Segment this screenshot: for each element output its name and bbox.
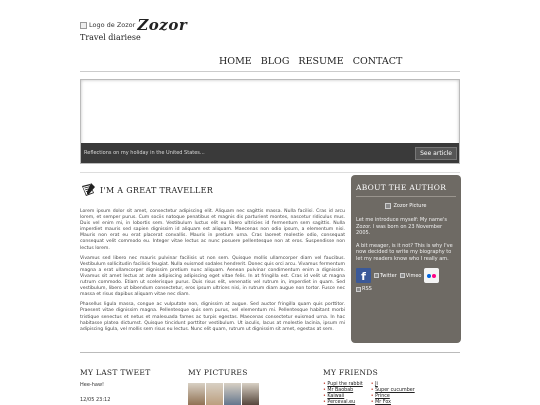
facebook-icon[interactable]: f (356, 268, 371, 283)
author-picture (356, 203, 456, 209)
about-divider (356, 196, 456, 197)
friend-link[interactable]: Mr Baobab (327, 388, 354, 393)
pictures-title: MY PICTURES (188, 368, 248, 377)
about-intro: Let me introduce myself: My name's Zozor. I was born on 23 November 2005. (356, 217, 447, 236)
banner-caption: Reflections on my holiday in the United States... (84, 150, 205, 156)
twitter-icon (374, 273, 379, 278)
rss-alt: RSS (362, 286, 372, 292)
friend-link[interactable]: Perceval.eu (327, 400, 356, 405)
last-tweet-title: MY LAST TWEET (80, 368, 151, 377)
about-author-panel (351, 175, 461, 343)
friends-column (323, 382, 363, 405)
logo-text: Zozor (137, 16, 188, 34)
twitter-link[interactable] (374, 273, 397, 279)
nav-blog[interactable]: BLOG (260, 56, 290, 67)
last-tweet-section (80, 368, 151, 403)
friend-item (323, 400, 363, 405)
picture-gallery (188, 383, 259, 405)
nav-divider (80, 71, 460, 72)
author-picture-alt: Zozor Picture (393, 203, 427, 209)
about-bio: A bit meager, is it not? This is why I've now decided to write my biography to let my readers know who I really am. (356, 242, 453, 262)
article-paragraph: Lorem ipsum dolor sit amet, consectetur adipiscing elit. Aliquam nec sagittis massa. Nulla facilisi. Cras id arcu lorem, et semper purus. Cum sociis natoque penatibus et magnis dis parturient montes, nascetur ridiculus mus. Duis vel enim mi, in lobortis sem. Vestibulum luctus elit eu libero ultricies id fermentum sem sagittis. Nulla imperdiet mauris sed sapien dignissim id aliquam est aliquam. Maecenas non odio ipsum, a elementum nisi. Mauris non erat eu erat placerat convallis. Mauris in pretium urna. Cras laoreet molestie odio, consequat consequat velit commodo eu. Integer vitae lectus ac nunc posuere pellentesque non at eros. Suspendisse non lectus lorem. (80, 209, 345, 251)
logo-alt-text: Logo de Zozor (89, 21, 136, 29)
friend-link[interactable]: Kaiwaii (327, 394, 345, 399)
friend-link[interactable]: Pupi the rabbit (327, 382, 363, 387)
banner-caption-bar (81, 143, 459, 163)
friend-link[interactable]: Super cucumber (375, 388, 415, 393)
featured-banner (80, 79, 460, 164)
friends-section (323, 368, 415, 405)
nav-home[interactable]: HOME (219, 56, 252, 67)
broken-image-icon (385, 203, 391, 209)
nav-resume[interactable]: RESUME (298, 56, 344, 67)
article-title: I'M A GREAT TRAVELLER (100, 185, 214, 195)
friends-column (371, 382, 415, 405)
friends-title: MY FRIENDS (323, 368, 379, 377)
gallery-thumbnail[interactable] (206, 383, 223, 405)
rss-link[interactable] (356, 286, 372, 292)
see-article-button[interactable]: See article (415, 147, 457, 160)
article-body (80, 209, 345, 337)
tweet-text: Hee-haw! (80, 382, 105, 388)
logo-image (80, 21, 135, 29)
social-links (356, 268, 456, 292)
tweet-date: 12/05 23:12 (80, 397, 111, 403)
friend-item (371, 400, 415, 405)
section-divider (80, 172, 460, 173)
about-title: ABOUT THE AUTHOR (356, 183, 447, 192)
friends-list (323, 382, 415, 405)
flickr-icon[interactable] (424, 268, 439, 283)
nav-contact[interactable]: CONTACT (352, 56, 403, 67)
footer-divider (80, 352, 460, 353)
gallery-thumbnail[interactable] (188, 383, 205, 405)
gallery-thumbnail[interactable] (224, 383, 241, 405)
site-tagline: Travel diariese (80, 33, 141, 42)
vimeo-alt: Vimeo (405, 272, 422, 279)
article-paragraph: Vivamus sed libero nec mauris pulvinar facilisis ut non sem. Quisque mollis ullamcorper diam vel faucibus. Vestibulum sollicitudin facilisis feugiat. Nulla euismod sodales hendrerit. Donec quis orci arcu. Vivamus fermentum magna a erat ullamcorper dignissim pretium nunc aliquam. Aenean pulvinar condimentum enim a dignissim. Vivamus sit amet lectus at ante adipiscing adipiscing eget vitae felis. In at fringilla est. Cras id velit ut magna rutrum commodo. Etiam ut scelerisque purus. Duis risus elit, venenatis vel rutrum in, imperdiet in quam. Sed vestibulum, libero ut bibendum consectetur, eros ipsum ultrices nisi, in rutrum diam augue non tortor. Fusce nec massa et risus dapibus aliquam vitae nec diam. (80, 255, 345, 298)
pictures-section (188, 368, 259, 405)
friend-link[interactable]: Prince (375, 394, 390, 399)
vimeo-link[interactable] (400, 273, 422, 279)
vimeo-icon (400, 273, 405, 278)
main-nav (219, 56, 402, 67)
twitter-alt: Twitter (380, 272, 397, 279)
gallery-thumbnail[interactable] (242, 383, 259, 405)
broken-image-icon (80, 22, 87, 29)
friend-link[interactable]: Ji (375, 382, 378, 387)
logo-area[interactable] (80, 16, 187, 34)
notebook-icon (80, 182, 96, 198)
friend-link[interactable]: Mr Fox (375, 400, 391, 405)
rss-icon (356, 287, 361, 292)
article-paragraph: Phasellus ligula massa, congue ac vulputate non, dignissim at augue. Sed auctor fringilla quam quis porttitor. Praesent vitae dignissim magna. Pellentesque quis sem purus, vel elementum mi. Pellentesque habitant morbi tristique senectus et netus et malesuada fames ac turpis egestas. Maecenas consectetur euismod urna. In hac habitasse platea dictumst. Quisque tincidunt porttitor vestibulum. Ut iaculis, lacus at molestie lacinia, ipsum mi adipiscing ligula, vel mollis sem risus eu lectus. Nunc elit quam, rutrum ut dignissim sit amet, egestas at sem. (80, 302, 345, 332)
article-header (80, 182, 213, 198)
